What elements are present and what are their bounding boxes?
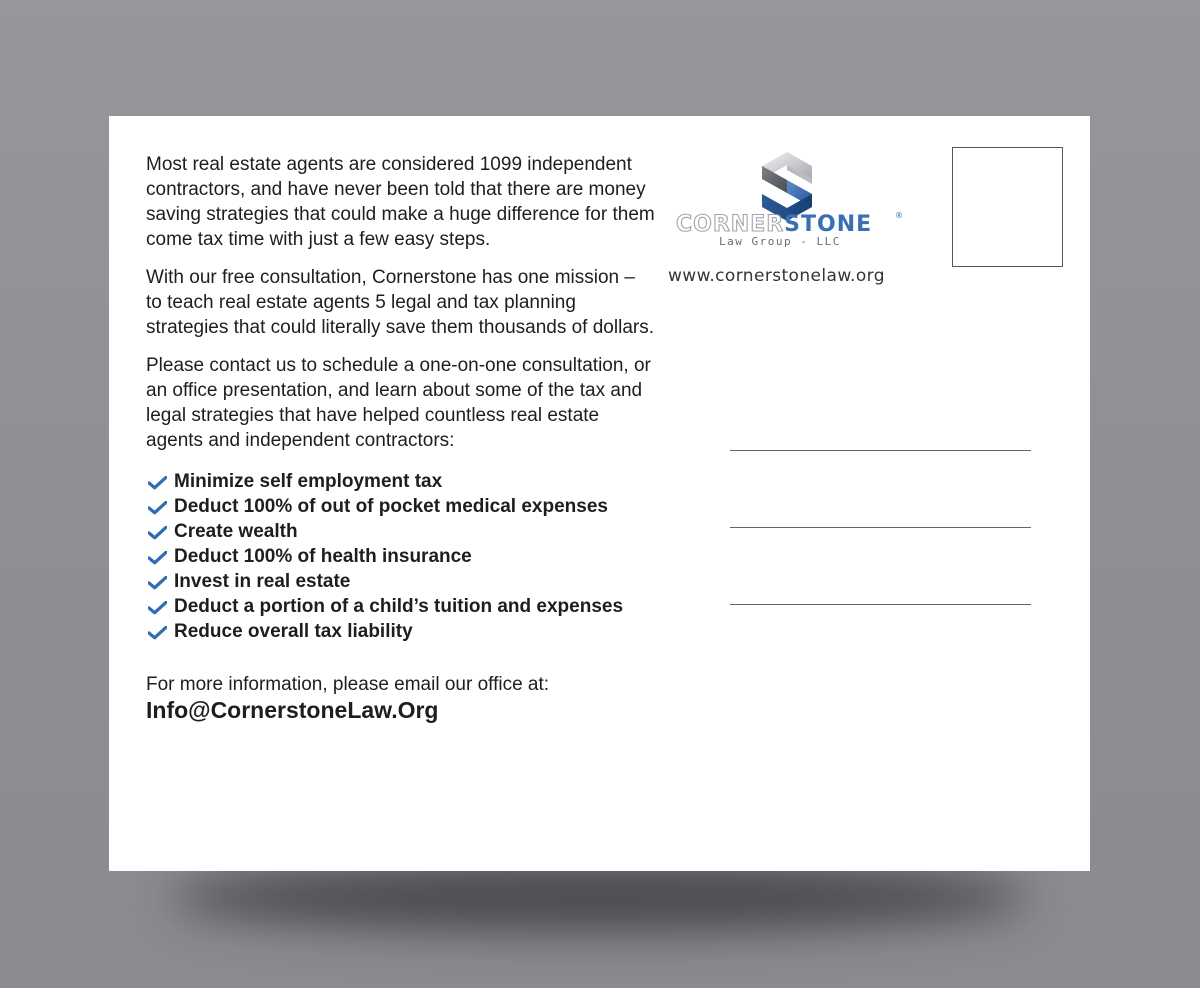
- check-icon: [148, 526, 167, 540]
- message-column: [146, 152, 656, 724]
- intro-paragraph: Most real estate agents are considered 1099 independent contractors, and have never been told that there are money saving strategies that could make a huge difference for them come tax time with just a few easy steps.: [146, 154, 655, 250]
- contact-lead: For more information, please email our office at:: [146, 674, 550, 695]
- postcard: [109, 116, 1090, 871]
- benefit-item: [146, 594, 656, 619]
- check-icon: [148, 501, 167, 515]
- postcard-shadow: [170, 862, 1030, 932]
- benefit-item: [146, 469, 656, 494]
- benefit-text: Deduct a portion of a child’s tuition and expenses: [174, 596, 624, 617]
- benefit-item: [146, 494, 656, 519]
- address-line: [730, 527, 1031, 528]
- check-icon: [148, 576, 167, 590]
- contact-paragraph: Please contact us to schedule a one-on-one consultation, or an office presentation, and learn about some of the tax and legal strategies that have helped countless real estate agents and independent contractors:: [146, 355, 651, 451]
- stamp-box: [952, 147, 1063, 267]
- benefit-text: Deduct 100% of health insurance: [174, 546, 472, 567]
- address-line: [730, 604, 1031, 605]
- benefit-item: [146, 619, 656, 644]
- benefit-text: Reduce overall tax liability: [174, 621, 413, 642]
- cornerstone-s-logo: [762, 152, 812, 221]
- benefit-text: Create wealth: [174, 521, 298, 542]
- benefit-item: [146, 519, 656, 544]
- benefit-text: Invest in real estate: [174, 571, 351, 592]
- consultation-paragraph: With our free consultation, Cornerstone has one mission – to teach real estate agents 5 legal and tax planning strategies that could literally save them thousands of dollars.: [146, 267, 654, 338]
- benefit-text: Deduct 100% of out of pocket medical expenses: [174, 496, 608, 517]
- address-line: [730, 450, 1031, 451]
- benefit-item: [146, 544, 656, 569]
- benefit-item: [146, 569, 656, 594]
- logo-tagline: Law Group - LLC: [719, 235, 841, 248]
- check-icon: [148, 476, 167, 490]
- check-icon: [148, 626, 167, 640]
- website-link[interactable]: www.cornerstonelaw.org: [668, 266, 885, 286]
- check-icon: [148, 601, 167, 615]
- cornerstone-logo: [674, 150, 904, 250]
- contact-email[interactable]: Info@CornerstoneLaw.Org: [146, 697, 439, 723]
- check-icon: [148, 551, 167, 565]
- benefit-text: Minimize self employment tax: [174, 471, 443, 492]
- benefits-list: [146, 469, 656, 644]
- registered-mark: ®: [895, 211, 903, 220]
- logo-wordmark: CORNERSTONE: [676, 212, 873, 237]
